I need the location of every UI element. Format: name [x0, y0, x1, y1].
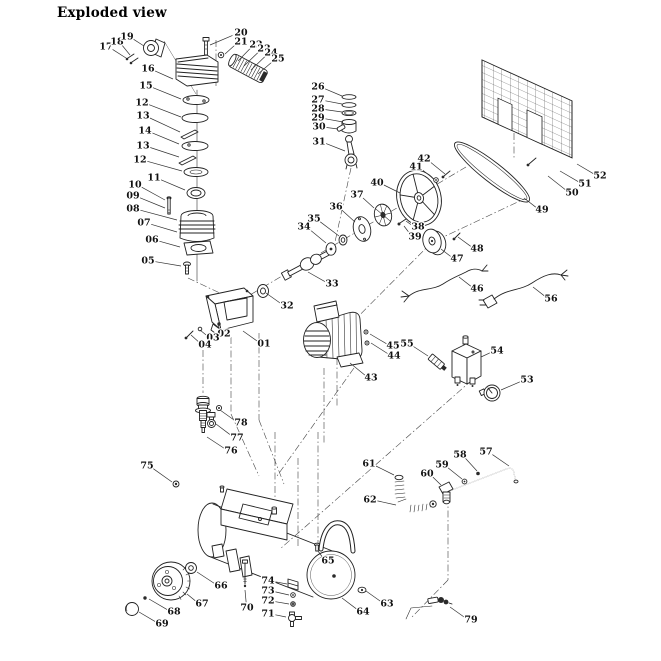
leader-line-17 — [113, 49, 126, 58]
leader-line-28 — [325, 110, 342, 112]
part-number-05: 05 — [141, 255, 155, 267]
part-number-29: 29 — [311, 112, 325, 124]
leader-line-66 — [197, 572, 215, 584]
intake-filter-assembly — [227, 53, 269, 84]
part-number-57: 57 — [479, 446, 493, 458]
leader-line-52 — [577, 164, 593, 174]
part-number-22: 22 — [249, 39, 263, 51]
part-number-50: 50 — [565, 187, 579, 199]
part-number-23: 23 — [257, 43, 271, 55]
part-number-24: 24 — [264, 47, 278, 59]
part-number-16: 16 — [141, 63, 155, 75]
leader-line-31 — [326, 144, 345, 151]
leader-line-12 — [147, 161, 182, 171]
part-number-39: 39 — [408, 231, 422, 243]
part-number-68: 68 — [167, 606, 181, 618]
leader-line-20 — [210, 35, 234, 45]
part-number-33: 33 — [325, 278, 339, 290]
part-number-66: 66 — [214, 580, 228, 592]
part-number-31: 31 — [312, 136, 326, 148]
part-number-75: 75 — [140, 460, 154, 472]
leader-line-50 — [548, 176, 566, 190]
part-number-60: 60 — [420, 468, 434, 480]
part-number-52: 52 — [593, 170, 607, 182]
part-number-15: 15 — [139, 80, 153, 92]
part-number-08: 08 — [126, 203, 140, 215]
part-number-64: 64 — [356, 606, 370, 618]
leader-line-61 — [376, 466, 394, 475]
leader-line-07 — [151, 224, 177, 232]
leader-line-60 — [433, 477, 441, 485]
pressure-switch — [452, 336, 481, 387]
part-number-78: 78 — [234, 417, 248, 429]
part-number-25: 25 — [271, 53, 285, 65]
leader-line-72 — [275, 602, 289, 604]
part-number-09: 09 — [126, 190, 140, 202]
leader-line-48 — [458, 237, 471, 246]
leader-line-05 — [155, 262, 181, 266]
part-number-44: 44 — [387, 350, 401, 362]
leader-line-43 — [350, 363, 365, 375]
leader-line-35 — [320, 222, 339, 236]
pressure-gauge — [479, 385, 500, 401]
leader-line-51 — [560, 171, 578, 182]
part-number-73: 73 — [261, 585, 275, 597]
leader-line-63 — [366, 591, 381, 601]
part-number-06: 06 — [145, 234, 159, 246]
part-number-67: 67 — [195, 598, 209, 610]
leader-line-44 — [371, 343, 388, 354]
leader-line-36 — [342, 210, 355, 222]
leader-line-30 — [327, 128, 339, 130]
part-number-74: 74 — [261, 575, 275, 587]
leader-line-57 — [492, 455, 509, 466]
part-number-03: 03 — [206, 332, 220, 344]
part-number-48: 48 — [470, 243, 484, 255]
electric-motor — [304, 301, 370, 367]
drain-assembly — [288, 579, 302, 627]
part-number-72: 72 — [261, 595, 275, 607]
part-number-42: 42 — [417, 153, 431, 165]
leader-line-13 — [150, 118, 180, 132]
leader-line-37 — [363, 198, 374, 208]
part-number-56: 56 — [544, 293, 558, 305]
part-number-79: 79 — [464, 614, 478, 626]
leader-line-16 — [155, 71, 173, 79]
leader-line-45 — [370, 334, 386, 344]
leader-line-59 — [448, 468, 462, 479]
part-number-17: 17 — [99, 41, 113, 53]
leader-line-42 — [430, 162, 445, 174]
outlet-tube-assembly — [439, 468, 518, 504]
part-number-11: 11 — [147, 172, 161, 184]
leader-line-06 — [159, 241, 180, 247]
leader-line-29 — [325, 119, 343, 122]
part-number-35: 35 — [307, 213, 321, 225]
part-number-34: 34 — [297, 221, 311, 233]
part-number-47: 47 — [450, 253, 464, 265]
part-number-21: 21 — [234, 36, 248, 48]
leader-line-14 — [152, 133, 179, 144]
piston-conrod-assembly — [337, 95, 357, 169]
part-number-61: 61 — [362, 458, 376, 470]
leader-line-58 — [466, 458, 478, 471]
part-number-69: 69 — [155, 618, 169, 630]
part-number-19: 19 — [120, 31, 134, 43]
drive-belt — [449, 135, 535, 209]
flexible-hose — [395, 475, 436, 512]
part-number-45: 45 — [386, 340, 400, 352]
cooling-fan — [372, 202, 394, 227]
part-number-38: 38 — [411, 221, 425, 233]
part-number-71: 71 — [261, 608, 275, 620]
part-number-63: 63 — [380, 598, 394, 610]
part-number-20: 20 — [234, 27, 248, 39]
page-title: Exploded view — [57, 5, 167, 21]
leader-line-55 — [414, 347, 429, 357]
leader-line-53 — [501, 382, 520, 390]
leader-line-09 — [140, 198, 165, 208]
leader-line-64 — [342, 598, 357, 609]
leader-line-77 — [216, 424, 231, 435]
part-number-13: 13 — [136, 110, 150, 122]
part-number-41: 41 — [409, 161, 423, 173]
leader-line-26 — [325, 89, 342, 96]
part-number-32: 32 — [280, 300, 294, 312]
belt-guard — [482, 60, 572, 166]
part-number-26: 26 — [311, 81, 325, 93]
part-number-59: 59 — [435, 459, 449, 471]
part-number-43: 43 — [364, 372, 378, 384]
part-number-54: 54 — [490, 345, 504, 357]
part-number-55: 55 — [400, 338, 414, 350]
part-number-10: 10 — [128, 179, 142, 191]
part-number-58: 58 — [453, 449, 467, 461]
part-number-13: 13 — [136, 140, 150, 152]
part-number-51: 51 — [578, 178, 592, 190]
leader-line-75 — [153, 469, 172, 482]
leader-line-69 — [139, 612, 155, 622]
part-number-49: 49 — [535, 204, 549, 216]
part-number-07: 07 — [137, 217, 151, 229]
leader-line-76 — [207, 437, 225, 449]
tank-handle — [321, 523, 353, 551]
part-number-77: 77 — [230, 432, 244, 444]
leader-line-12 — [149, 105, 181, 117]
part-number-12: 12 — [133, 154, 147, 166]
part-number-27: 27 — [311, 94, 325, 106]
part-number-53: 53 — [520, 374, 534, 386]
leader-line-70 — [245, 590, 246, 603]
part-number-04: 04 — [198, 339, 212, 351]
part-number-37: 37 — [350, 189, 364, 201]
part-number-65: 65 — [321, 555, 335, 567]
leader-line-46 — [459, 277, 471, 286]
part-number-70: 70 — [240, 602, 254, 614]
leader-line-56 — [533, 287, 545, 296]
part-number-46: 46 — [470, 283, 484, 295]
leader-line-10 — [142, 187, 165, 200]
part-number-76: 76 — [224, 445, 238, 457]
leader-line-01 — [243, 331, 258, 341]
leader-line-11 — [161, 180, 185, 190]
leader-line-34 — [310, 230, 326, 243]
leader-line-15 — [153, 88, 181, 99]
part-number-18: 18 — [110, 36, 124, 48]
unloader-valve — [428, 354, 448, 372]
leader-line-68 — [149, 599, 167, 610]
part-number-62: 62 — [363, 494, 377, 506]
part-number-28: 28 — [311, 103, 325, 115]
leader-line-79 — [450, 607, 465, 617]
leader-line-62 — [377, 501, 396, 505]
part-number-02: 02 — [217, 328, 231, 340]
leader-line-27 — [325, 101, 342, 104]
leader-line-54 — [481, 353, 490, 357]
part-number-12: 12 — [135, 97, 149, 109]
leader-line-73 — [275, 592, 289, 595]
part-number-14: 14 — [138, 125, 152, 137]
part-number-01: 01 — [257, 338, 271, 350]
leader-line-71 — [275, 615, 286, 617]
leader-line-19 — [134, 39, 144, 46]
part-number-36: 36 — [329, 201, 343, 213]
part-number-40: 40 — [370, 177, 384, 189]
part-number-30: 30 — [312, 121, 326, 133]
leader-line-13 — [150, 148, 179, 158]
leader-line-78 — [220, 410, 235, 420]
leader-line-33 — [308, 272, 325, 282]
leader-line-32 — [266, 293, 281, 303]
bearing-cover-plate — [351, 215, 374, 243]
